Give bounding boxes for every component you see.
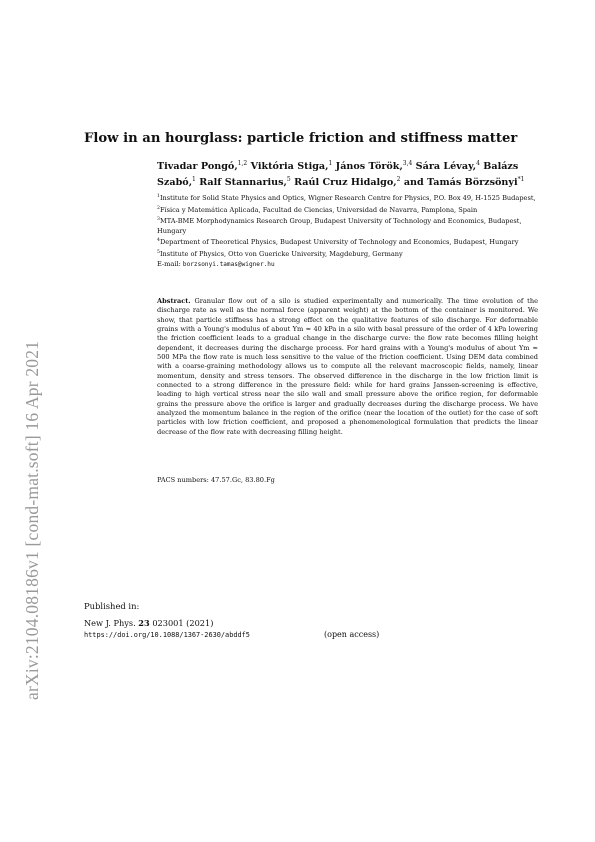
affiliation-number: 1 xyxy=(157,194,160,199)
affiliation-number: 3 xyxy=(157,217,160,223)
affiliation-text: MTA-BME Morphodynamics Research Group, Budapest University of Technology and Economics, Budapest, Hungary xyxy=(157,217,522,235)
author-affiliation-mark: *1 xyxy=(517,176,525,184)
journal-name: New J. Phys. xyxy=(84,618,136,628)
pacs-numbers: PACS numbers: 47.57.Gc, 83.80.Fg xyxy=(157,476,275,484)
affiliation-text: Física y Matemática Aplicada, Facultad de Ciencias, Universidad de Navarra, Pamplona, Spain xyxy=(159,205,478,214)
author-affiliation-mark: 5 xyxy=(286,176,291,184)
journal-volume: 23 xyxy=(138,618,150,628)
author-name: and Tamás Börzsönyi xyxy=(403,177,518,189)
email-address[interactable]: borzsonyi.tamas@wigner.hu xyxy=(182,261,275,269)
abstract-block xyxy=(157,297,538,437)
affiliation-number: 5 xyxy=(157,249,160,255)
journal-article-year: 023001 (2021) xyxy=(152,618,214,628)
journal-reference xyxy=(84,618,213,628)
affiliation-text: Institute for Solid State Physics and Optics, Wigner Research Centre for Physics, P.O. Box 49, H-1525 Budapest, xyxy=(159,194,536,203)
affiliation-item xyxy=(157,248,537,260)
author-affiliation-mark: 1 xyxy=(192,176,196,184)
author-name: Tivadar Pongó, xyxy=(157,161,238,173)
published-in-heading: Published in: xyxy=(84,601,140,611)
email-line xyxy=(157,260,537,269)
affiliation-text: Department of Theoretical Physics, Budapest University of Technology and Economics, Budapest, Hungary xyxy=(159,238,519,247)
author-name: Raúl Cruz Hidalgo, xyxy=(294,177,397,189)
author-name: Viktória Stiga, xyxy=(250,161,329,173)
affiliation-number: 4 xyxy=(157,238,160,244)
arxiv-identifier-stamp: arXiv:2104.08186v1 [cond-mat.soft] 16 Apr 2021 xyxy=(22,340,42,700)
affiliations-block xyxy=(157,192,537,270)
author-affiliation-mark: 1,2 xyxy=(237,160,248,167)
abstract-label: Abstract. xyxy=(157,297,191,305)
author-affiliation-mark: 3,4 xyxy=(402,160,413,167)
affiliation-item xyxy=(157,192,537,204)
abstract-text: Granular flow out of a silo is studied experimentally and numerically. The time evolution of the discharge rate as well as the normal force (apparent weight) at the bottom of the container is monitored. We show, that particle stiffness has a strong effect on the qualitative features of silo discharge. For deformable grains with a Young's modulus of about Ym ≈ 40 kPa in a silo with basal pressure of the order of 4 kPa lowering the friction coefficient leads to a gradual change in the discharge curve: the flow rate becomes filling height dependent, it decreases during the discharge process. For hard grains with a Young's modulus of about Ym ≈ 500 MPa the flow rate is much less sensitive to the value of the friction coefficient. Using DEM data combined with a coarse-graining methodology allows us to compute all the relevant macroscopic fields, namely, linear momentum, density and stress tensors. The observed difference in the discharge in the low friction limit is connected to a strong difference in the pressure field: while for hard grains Janssen-screening is effective, leading to high vertical stress near the silo wall and small pressure above the orifice region, for deformable grains the pressure above the orifice is larger and gradually decreases during the discharge process. We have analyzed the momentum balance in the region of the orifice (near the location of the outlet) for the case of soft particles with low friction coefficient, and proposed a phenomenological formulation that predicts the linear decrease of the flow rate with decreasing filling height. xyxy=(157,297,538,436)
author-name: Balázs Szabó, xyxy=(157,161,519,189)
author-list xyxy=(157,157,537,189)
doi-line xyxy=(84,630,380,639)
affiliation-item xyxy=(157,204,537,216)
access-note: (open access) xyxy=(324,630,380,639)
email-label: E-mail: xyxy=(157,260,181,269)
author-name: Sára Lévay, xyxy=(415,161,477,173)
affiliation-number: 2 xyxy=(157,205,160,211)
author-affiliation-mark: 1 xyxy=(328,160,333,167)
doi-link[interactable]: https://doi.org/10.1088/1367-2630/abddf5 xyxy=(84,631,250,639)
author-affiliation-mark: 2 xyxy=(396,176,401,184)
author-name: Ralf Stannarius, xyxy=(199,177,287,189)
affiliation-item xyxy=(157,236,537,248)
author-affiliation-mark: 4 xyxy=(476,160,480,167)
affiliation-item xyxy=(157,215,537,236)
affiliation-text: Institute of Physics, Otto von Guericke University, Magdeburg, Germany xyxy=(159,249,403,258)
paper-title: Flow in an hourglass: particle friction and stiffness matter xyxy=(84,131,518,146)
author-name: János Török, xyxy=(335,161,403,173)
